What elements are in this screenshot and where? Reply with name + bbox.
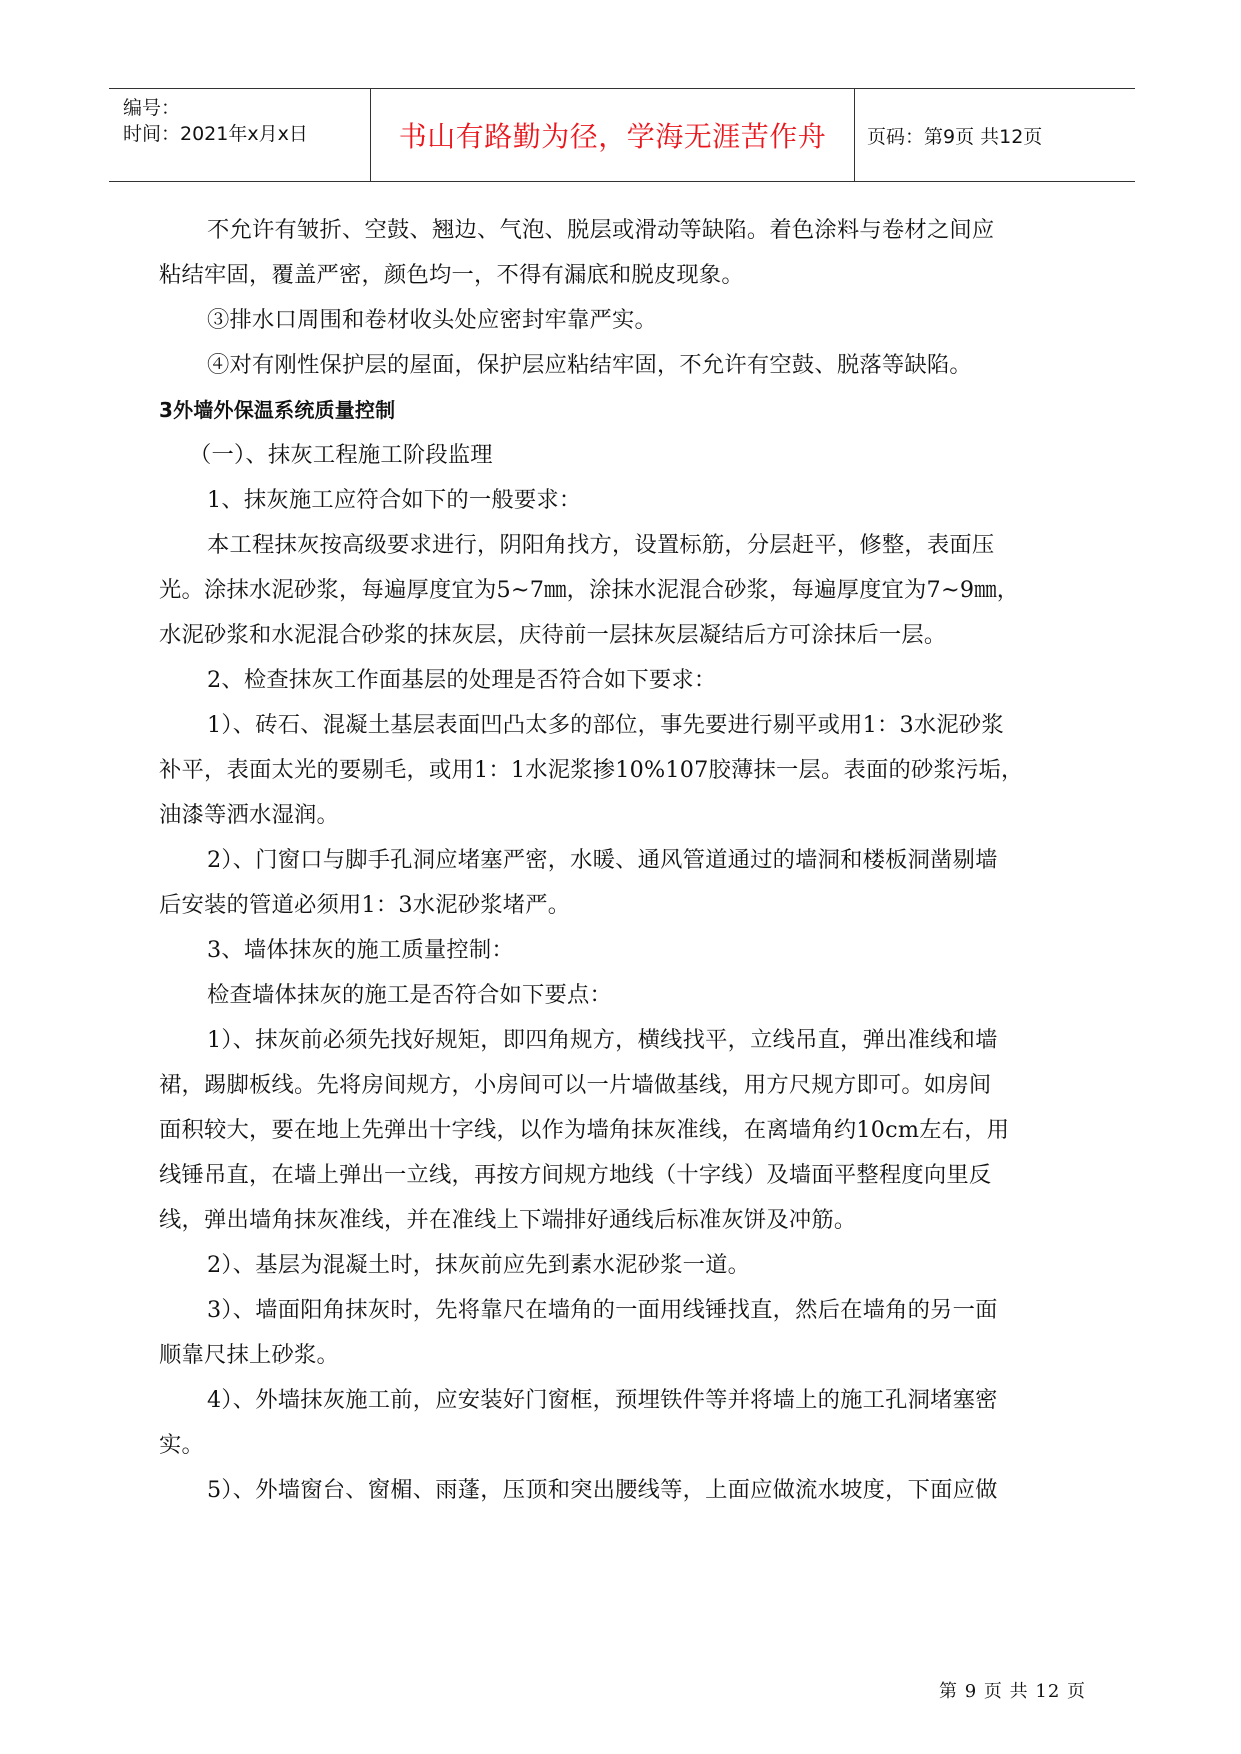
- body-line: 4）、外墙抹灰施工前，应安装好门窗框，预埋铁件等并将墙上的施工孔洞堵塞密: [207, 1387, 998, 1413]
- header-page-number: 页码：第9页 共12页: [867, 125, 1043, 148]
- body-line: 不允许有皱折、空鼓、翘边、气泡、脱层或滑动等缺陷。着色涂料与卷材之间应: [207, 217, 995, 243]
- page-header: [109, 88, 1135, 182]
- body-line: 1）、砖石、混凝土基层表面凹凸太多的部位，事先要进行剔平或用1：3水泥砂浆: [207, 712, 1004, 738]
- body-line: 面积较大，要在地上先弹出十字线，以作为墙角抹灰准线，在离墙角约10cm左右，用: [159, 1117, 1010, 1143]
- body-line: 2）、门窗口与脚手孔洞应堵塞严密，水暖、通风管道通过的墙洞和楼板洞凿剔墙: [207, 847, 998, 873]
- body-line: 3）、墙面阳角抹灰时，先将靠尺在墙角的一面用线锤找直，然后在墙角的另一面: [207, 1297, 998, 1323]
- document-number-label: 编号：: [123, 97, 181, 119]
- body-line: 2）、基层为混凝土时，抹灰前应先到素水泥砂浆一道。: [207, 1252, 751, 1278]
- subsection-heading: （一）、抹灰工程施工阶段监理: [189, 442, 493, 468]
- body-line: 油漆等洒水湿润。: [159, 802, 339, 828]
- body-line: 1）、抹灰前必须先找好规矩，即四角规方，横线找平，立线吊直，弹出准线和墙: [207, 1027, 998, 1053]
- body-line: 线锤吊直，在墙上弹出一立线，再按方间规方地线（十字线）及墙面平整程度向里反: [159, 1162, 992, 1188]
- body-line: 水泥砂浆和水泥混合砂浆的抹灰层，庆待前一层抹灰层凝结后方可涂抹后一层。: [159, 622, 947, 648]
- header-motto-cell: [371, 89, 855, 181]
- header-page-cell: [855, 89, 1135, 181]
- document-body: [159, 208, 1089, 1513]
- body-line: 1、抹灰施工应符合如下的一般要求：: [207, 487, 582, 513]
- body-line: 后安装的管道必须用1：3水泥砂浆堵严。: [159, 892, 571, 918]
- section-heading: 3外墙外保温系统质量控制: [159, 398, 396, 422]
- document-time-label: 时间：2021年x月x日: [123, 123, 308, 145]
- body-line: 裙，踢脚板线。先将房间规方，小房间可以一片墙做基线，用方尺规方即可。如房间: [159, 1072, 992, 1098]
- header-meta-cell: [109, 89, 371, 181]
- body-line: 线，弹出墙角抹灰准线，并在准线上下端排好通线后标准灰饼及冲筋。: [159, 1207, 857, 1233]
- header-motto: 书山有路勤为径，学海无涯苦作舟: [398, 120, 827, 153]
- body-line: 粘结牢固，覆盖严密，颜色均一，不得有漏底和脱皮现象。: [159, 262, 744, 288]
- page-footer: 第 9 页 共 12 页: [939, 1681, 1086, 1702]
- body-line: 顺靠尺抹上砂浆。: [159, 1342, 339, 1368]
- body-line: 光。涂抹水泥砂浆，每遍厚度宜为5~7㎜，涂抹水泥混合砂浆，每遍厚度宜为7~9㎜，: [159, 577, 1020, 603]
- body-line: 5）、外墙窗台、窗楣、雨蓬，压顶和突出腰线等，上面应做流水坡度，下面应做: [207, 1477, 998, 1503]
- body-line: 3、墙体抹灰的施工质量控制：: [207, 937, 514, 963]
- body-line: 本工程抹灰按高级要求进行，阴阳角找方，设置标筋，分层赶平，修整，表面压: [207, 532, 995, 558]
- body-line: 补平，表面太光的要剔毛，或用1：1水泥浆掺10%107胶薄抹一层。表面的砂浆污垢，: [159, 757, 1024, 783]
- body-line: ④对有刚性保护层的屋面，保护层应粘结牢固，不允许有空鼓、脱落等缺陷。: [207, 352, 972, 378]
- body-line: 2、检查抹灰工作面基层的处理是否符合如下要求：: [207, 667, 717, 693]
- body-line: 检查墙体抹灰的施工是否符合如下要点：: [207, 982, 612, 1008]
- body-line: ③排水口周围和卷材收头处应密封牢靠严实。: [207, 307, 657, 333]
- body-line: 实。: [159, 1432, 204, 1458]
